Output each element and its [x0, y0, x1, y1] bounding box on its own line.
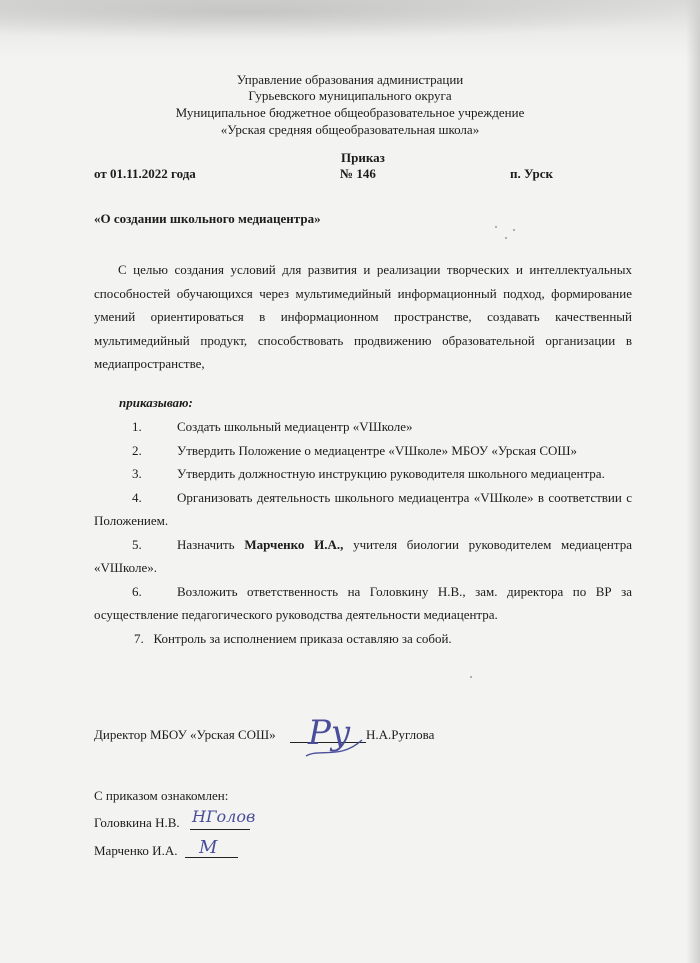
scan-speck: [513, 229, 515, 231]
order-title: Приказ: [341, 150, 385, 165]
list-item: 5. Назначить Марченко И.А., учителя биологии руководителем медиацентра «VШколе».: [94, 536, 633, 575]
person1-signature: [190, 802, 270, 832]
order-place: п. Урск: [510, 166, 553, 181]
list-item: 6. Возложить ответственность на Головкину Н.В., зам. директора по ВР за осуществление педагогического руководства деятельности медиацентра.: [94, 583, 632, 622]
director-signature-mark: Ру: [308, 713, 351, 753]
header-line-2: Гурьевского муниципального округа: [248, 88, 452, 103]
order-date: от 01.11.2022 года: [94, 166, 196, 181]
order-number: № 146: [340, 166, 376, 181]
person1-signature-mark: НГолов: [192, 807, 256, 826]
acquainted-label: С приказом ознакомлен:: [94, 788, 229, 803]
order-items: [94, 415, 632, 650]
header-line-1: Управление образования администрации: [236, 72, 464, 87]
person2-signature: [195, 833, 235, 861]
list-item: 4. Организовать деятельность школьного медиацентра «VШколе» в соответствии с Положением.: [94, 489, 632, 528]
preamble: С целью создания условий для развития и реализации творческих и интеллектуальных способностей обучающихся через мультимедийный информационный подход, формирование умений ориентироваться в информационном пространстве, создавать качественный мультимедийный продукт, способствовать продвижению образовательной организации в медиапространстве,: [94, 262, 632, 371]
order-subject: «О создании школьного медиацентра»: [94, 211, 321, 226]
scan-speck: [495, 226, 497, 228]
list-item: 7. Контроль за исполнением приказа оставляю за собой.: [134, 630, 452, 646]
person2-signature-mark: М: [199, 837, 218, 858]
acquainted-person-2: Марченко И.А.: [94, 843, 178, 858]
header-line-3: Муниципальное бюджетное общеобразовательное учреждение: [175, 105, 525, 120]
scan-fold: [0, 0, 700, 40]
order-word: приказываю:: [119, 395, 193, 410]
director-signature: [300, 700, 370, 768]
scan-speck: [505, 237, 507, 239]
list-item: 1. Создать школьный медиацентр «VШколе»: [132, 419, 413, 434]
scan-speck: [470, 676, 472, 678]
list-item: 3. Утвердить должностную инструкцию руководителя школьного медиацентра.: [132, 466, 605, 481]
list-item: 2. Утвердить Положение о медиацентре «VШколе» МБОУ «Урская СОШ»: [132, 442, 577, 458]
acquainted-person-1: Головкина Н.В.: [94, 815, 180, 830]
header-line-4: «Урская средняя общеобразовательная школа»: [220, 122, 480, 137]
scan-edge: [686, 0, 700, 963]
director-name: Н.А.Руглова: [366, 727, 435, 742]
director-label: Директор МБОУ «Урская СОШ»: [94, 727, 276, 742]
